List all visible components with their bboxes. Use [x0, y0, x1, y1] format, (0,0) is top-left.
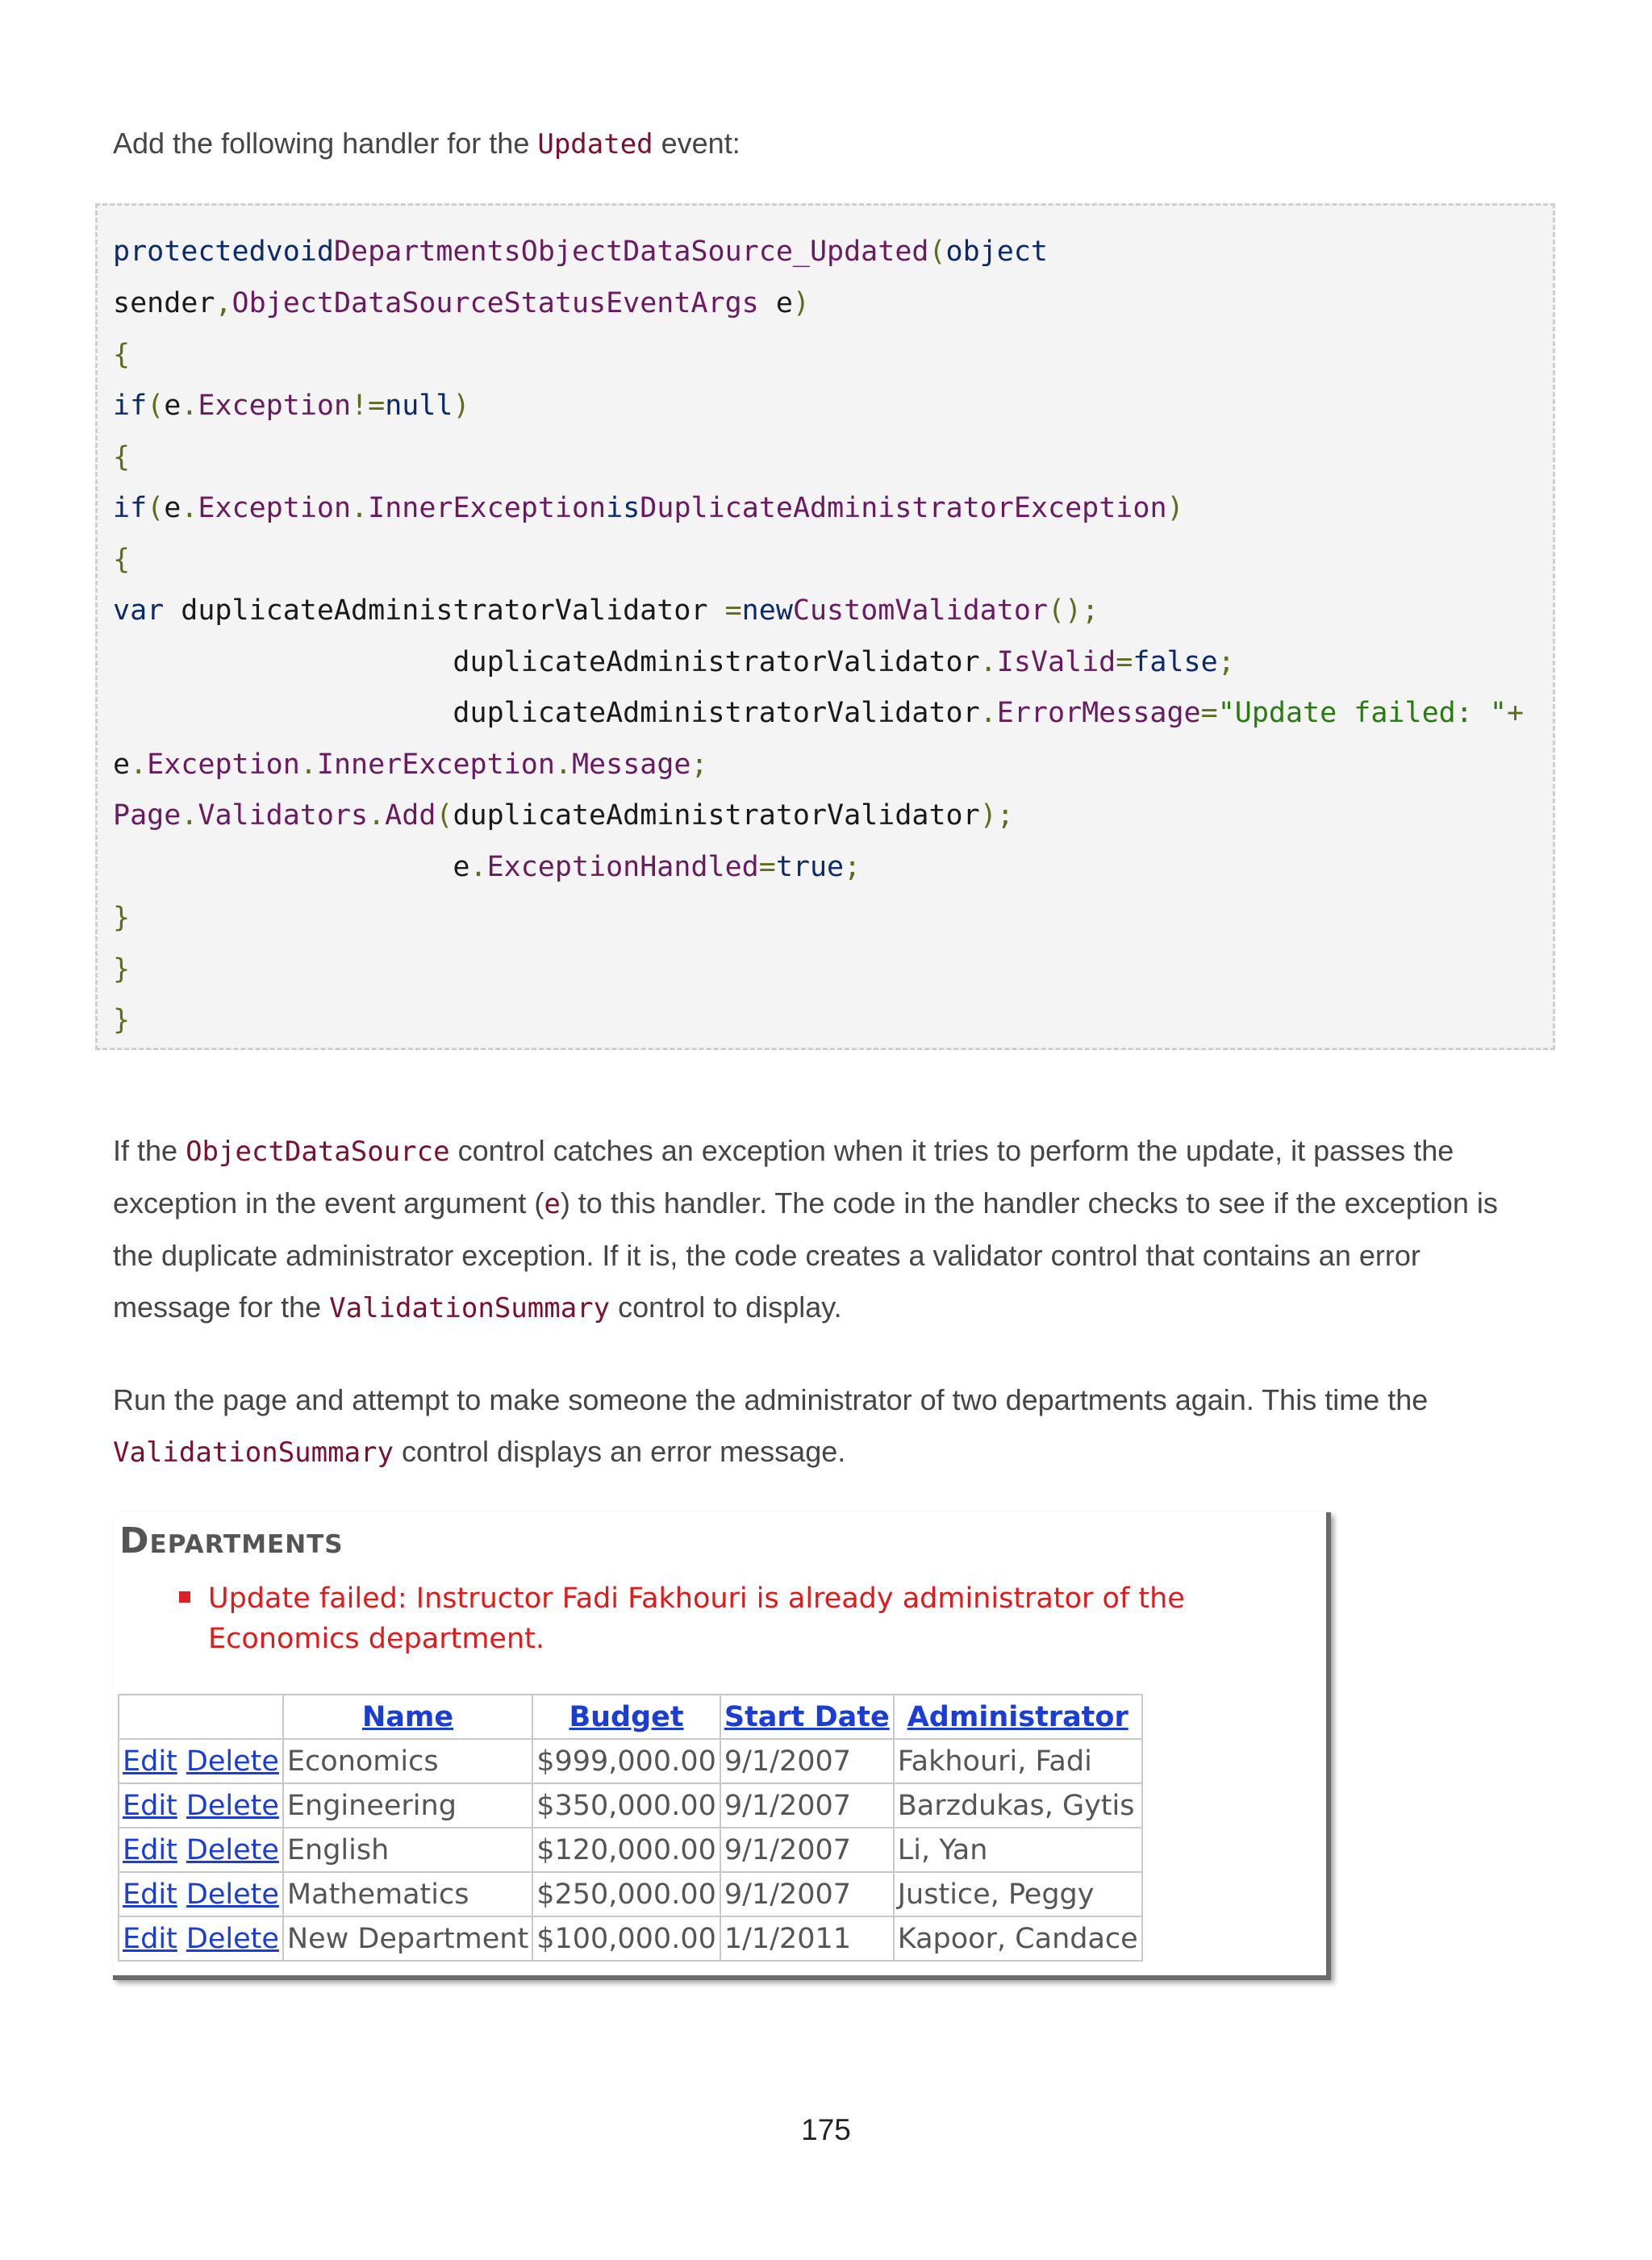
code-token: !=	[351, 390, 386, 422]
code-token: =	[1116, 646, 1133, 678]
code-token: null	[385, 390, 453, 422]
code-token: var	[113, 594, 165, 627]
code-line	[113, 902, 130, 934]
edit-link[interactable]: Edit	[123, 1789, 177, 1822]
code-token: }	[113, 953, 131, 986]
delete-link[interactable]: Delete	[186, 1922, 279, 1955]
grid-header-budget[interactable]	[532, 1695, 720, 1739]
code-token: Exception	[198, 492, 352, 524]
code-token: is	[606, 492, 640, 524]
para1-text-4: control to display.	[610, 1291, 842, 1324]
code-token: if	[113, 492, 148, 524]
code-token: e	[164, 492, 181, 524]
code-line	[113, 492, 1184, 524]
code-token: (	[147, 492, 165, 524]
code-token: InnerException	[316, 748, 555, 781]
code-token: {	[113, 441, 131, 473]
departments-heading: Departments	[119, 1520, 344, 1562]
departments-grid	[118, 1694, 1143, 1962]
cell-start-date: 9/1/2007	[720, 1783, 894, 1828]
cell-budget: $350,000.00	[532, 1783, 720, 1828]
code-token: Page	[113, 799, 181, 832]
code-line	[113, 697, 1524, 729]
edit-link[interactable]: Edit	[123, 1833, 177, 1866]
code-line	[113, 287, 810, 319]
code-token: sender	[113, 287, 215, 319]
inline-code-objectdatasource: ObjectDataSource	[186, 1136, 450, 1168]
cell-start-date: 1/1/2011	[720, 1916, 894, 1961]
cell-administrator: Fakhouri, Fadi	[894, 1739, 1142, 1783]
cell-start-date: 9/1/2007	[720, 1872, 894, 1916]
code-token: Exception	[198, 390, 352, 422]
code-token: =	[758, 851, 776, 883]
cell-administrator: Barzdukas, Gytis	[894, 1783, 1142, 1828]
code-token: )	[792, 287, 810, 319]
code-token: .	[181, 492, 198, 524]
code-token: ;	[844, 851, 861, 883]
sort-name-link[interactable]: Name	[361, 1700, 454, 1733]
code-token: }	[113, 902, 131, 934]
inline-code-validationsummary: ValidationSummary	[329, 1292, 611, 1324]
sort-administrator-link[interactable]: Administrator	[907, 1700, 1128, 1733]
code-line	[113, 236, 1048, 268]
code-token: duplicateAdministratorValidator	[113, 646, 980, 678]
cell-name: English	[283, 1828, 532, 1872]
code-token: Add	[385, 799, 436, 832]
page-number: 175	[801, 2113, 851, 2146]
grid-header-name[interactable]	[283, 1695, 532, 1739]
code-token: e	[758, 287, 793, 319]
code-line	[113, 1004, 130, 1036]
row-actions	[119, 1783, 283, 1828]
cell-budget: $250,000.00	[532, 1872, 720, 1916]
code-token: );	[979, 799, 1014, 832]
edit-link[interactable]: Edit	[123, 1745, 177, 1778]
code-line	[113, 851, 861, 883]
intro-after: event:	[653, 127, 740, 160]
row-actions	[119, 1916, 283, 1961]
grid-header-actions	[119, 1695, 283, 1739]
bullet-icon	[179, 1591, 190, 1603]
code-token: e	[164, 390, 181, 422]
code-token: if	[113, 390, 148, 422]
row-actions	[119, 1828, 283, 1872]
code-token: +	[1506, 697, 1525, 729]
code-token: .	[299, 748, 317, 781]
cell-administrator: Justice, Peggy	[894, 1872, 1142, 1916]
row-actions	[119, 1739, 283, 1783]
code-token: false	[1133, 646, 1218, 678]
cell-budget: $100,000.00	[532, 1916, 720, 1961]
code-token: Message	[571, 748, 691, 781]
code-token: (	[928, 236, 946, 268]
code-token: .	[554, 748, 572, 781]
code-token: void	[265, 236, 334, 268]
grid-header-start-date[interactable]	[720, 1695, 894, 1739]
cell-budget: $120,000.00	[532, 1828, 720, 1872]
delete-link[interactable]: Delete	[186, 1878, 279, 1911]
delete-link[interactable]: Delete	[186, 1833, 279, 1866]
code-token: "Update failed: "	[1217, 697, 1507, 729]
code-token: Validators	[198, 799, 369, 832]
code-block	[95, 203, 1555, 1050]
cell-name: New Department	[283, 1916, 532, 1961]
code-line	[113, 748, 708, 781]
code-token: duplicateAdministratorValidator	[453, 799, 980, 832]
delete-link[interactable]: Delete	[186, 1789, 279, 1822]
table-row	[119, 1739, 1142, 1783]
para1-text-3: ) to this handler. The code in the handler checks to see if the exception is the duplicate administrator exception. If it is, the code creates a validator control that contains an error message for the	[113, 1186, 1498, 1324]
code-token: .	[130, 748, 148, 781]
code-line	[113, 799, 1014, 832]
code-token: ErrorMessage	[996, 697, 1201, 729]
para1-text-1: If the	[113, 1134, 186, 1167]
grid-body	[119, 1739, 1142, 1961]
code-token: duplicateAdministratorValidator	[113, 697, 980, 729]
code-token: duplicateAdministratorValidator	[164, 594, 725, 627]
code-token: ,	[215, 287, 232, 319]
code-token: DepartmentsObjectDataSource_Updated	[333, 236, 929, 268]
code-token: =	[724, 594, 742, 627]
code-token: .	[351, 492, 369, 524]
intro-text	[113, 118, 1508, 170]
sort-budget-link[interactable]: Budget	[569, 1700, 684, 1733]
table-row	[119, 1872, 1142, 1916]
code-token: e	[113, 748, 131, 781]
edit-link[interactable]: Edit	[123, 1878, 177, 1911]
row-actions	[119, 1872, 283, 1916]
cell-start-date: 9/1/2007	[720, 1828, 894, 1872]
grid-header-administrator[interactable]	[894, 1695, 1142, 1739]
inline-code-e: e	[544, 1188, 561, 1220]
code-line	[113, 953, 130, 986]
code-token: IsValid	[996, 646, 1116, 678]
table-row	[119, 1783, 1142, 1828]
run-page-paragraph	[113, 1374, 1508, 1478]
table-row	[119, 1916, 1142, 1961]
cell-budget: $999,000.00	[532, 1739, 720, 1783]
code-token: ;	[690, 748, 708, 781]
inline-code-validationsummary-2: ValidationSummary	[113, 1436, 394, 1469]
code-token: .	[181, 390, 198, 422]
code-token: .	[181, 799, 198, 832]
explanation-paragraph	[113, 1125, 1508, 1334]
table-row	[119, 1828, 1142, 1872]
code-token: .	[979, 646, 997, 678]
code-token: protected	[113, 236, 266, 268]
code-token: e	[113, 851, 470, 883]
code-line	[113, 390, 470, 422]
delete-link[interactable]: Delete	[186, 1745, 279, 1778]
code-token: ();	[1047, 594, 1099, 627]
code-token: new	[741, 594, 793, 627]
code-token: ObjectDataSourceStatusEventArgs	[232, 287, 759, 319]
code-token: {	[113, 339, 131, 371]
code-token: .	[368, 799, 386, 832]
code-token: )	[453, 390, 470, 422]
code-line	[113, 544, 130, 576]
cell-administrator: Li, Yan	[894, 1828, 1142, 1872]
code-token: ExceptionHandled	[486, 851, 759, 883]
code-token: DuplicateAdministratorException	[640, 492, 1167, 524]
para1-text-2: control catches an exception when it tries to perform the update, it passes the exception in the event argument (	[113, 1134, 1454, 1220]
code-token: true	[775, 851, 845, 883]
code-token: (	[147, 390, 165, 422]
code-token: ;	[1217, 646, 1235, 678]
code-line	[113, 339, 130, 371]
code-line	[113, 441, 130, 473]
code-token: )	[1166, 492, 1184, 524]
departments-screenshot	[113, 1512, 1331, 1980]
intro-before: Add the following handler for the	[113, 127, 538, 160]
para2-text-2: control displays an error message.	[394, 1435, 846, 1468]
code-token: object	[945, 236, 1048, 268]
grid-header-row	[119, 1695, 1142, 1739]
para2-text-1: Run the page and attempt to make someone the administrator of two departments again. This time the	[113, 1383, 1429, 1416]
code-token: .	[469, 851, 487, 883]
code-token: .	[979, 697, 997, 729]
code-token: InnerException	[368, 492, 607, 524]
sort-start-date-link[interactable]: Start Date	[724, 1700, 890, 1733]
validation-summary-error: Update failed: Instructor Fadi Fakhouri is already administrator of the Economics department.	[208, 1582, 1185, 1655]
code-token: Exception	[147, 748, 300, 781]
code-token: {	[113, 544, 131, 576]
inline-code-updated: Updated	[537, 128, 653, 161]
cell-name: Mathematics	[283, 1872, 532, 1916]
code-token: CustomValidator	[792, 594, 1048, 627]
code-line	[113, 594, 1099, 627]
code-token: =	[1200, 697, 1218, 729]
code-token: }	[113, 1004, 131, 1036]
code-line	[113, 646, 1235, 678]
edit-link[interactable]: Edit	[123, 1922, 177, 1955]
cell-start-date: 9/1/2007	[720, 1739, 894, 1783]
cell-name: Economics	[283, 1739, 532, 1783]
cell-name: Engineering	[283, 1783, 532, 1828]
code-token: (	[436, 799, 453, 832]
cell-administrator: Kapoor, Candace	[894, 1916, 1142, 1961]
